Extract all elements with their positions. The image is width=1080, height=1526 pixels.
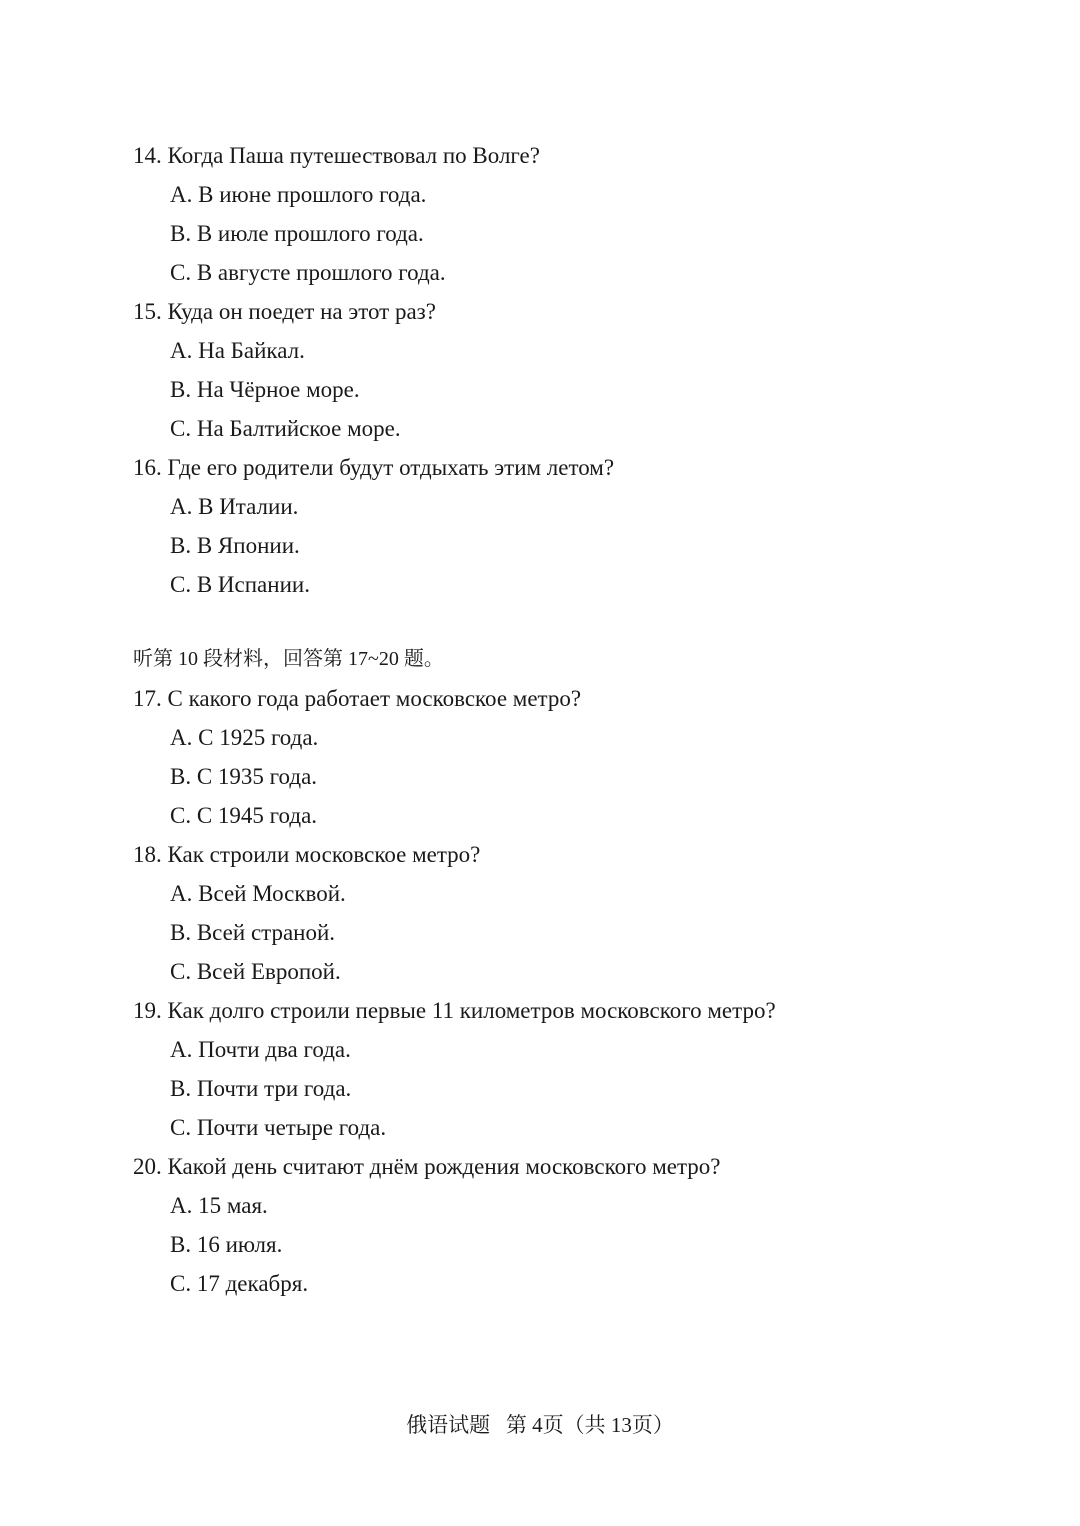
question-16 <box>133 448 1013 487</box>
question-text: Как строили московское метро? <box>167 842 481 867</box>
question-20 <box>133 1147 1013 1186</box>
option-20-b: B. 16 июля. <box>170 1232 283 1257</box>
option-16-b: B. В Японии. <box>170 533 300 558</box>
question-number: 14. <box>133 143 162 168</box>
section-instruction: 听第 10 段材料，回答第 17~20 题。 <box>133 648 444 670</box>
question-text: Как долго строили первые 11 километров московского метро? <box>167 998 776 1023</box>
option-19-b: B. Почти три года. <box>170 1076 352 1101</box>
option-14-b: B. В июле прошлого года. <box>170 221 424 246</box>
page-footer: 俄语试题 第 4页（共 13页） <box>406 1413 674 1437</box>
question-group-17-20 <box>133 640 1013 1303</box>
option-19-c: C. Почти четыре года. <box>170 1115 387 1140</box>
question-text: Где его родители будут отдыхать этим летом? <box>167 455 615 480</box>
option-14-c: C. В августе прошлого года. <box>170 260 446 285</box>
question-17 <box>133 679 1013 718</box>
question-group-14-16 <box>133 136 1013 604</box>
question-text: Какой день считают днём рождения московского метро? <box>167 1154 721 1179</box>
option-17-a: A. С 1925 года. <box>170 725 319 750</box>
option-18-b: B. Всей страной. <box>170 920 336 945</box>
question-number: 18. <box>133 842 162 867</box>
question-number: 16. <box>133 455 162 480</box>
question-number: 19. <box>133 998 162 1023</box>
option-15-a: A. На Байкал. <box>170 338 305 363</box>
option-15-c: C. На Балтийское море. <box>170 416 401 441</box>
question-18 <box>133 835 1013 874</box>
question-text: Куда он поедет на этот раз? <box>167 299 436 324</box>
question-number: 15. <box>133 299 162 324</box>
question-text: Когда Паша путешествовал по Волге? <box>167 143 540 168</box>
question-number: 17. <box>133 686 162 711</box>
option-15-b: B. На Чёрное море. <box>170 377 360 402</box>
question-text: С какого года работает московское метро? <box>167 686 582 711</box>
option-18-a: A. Всей Москвой. <box>170 881 346 906</box>
option-20-c: C. 17 декабря. <box>170 1271 309 1296</box>
question-14 <box>133 136 1013 175</box>
option-17-b: B. С 1935 года. <box>170 764 318 789</box>
option-16-c: C. В Испании. <box>170 572 310 597</box>
option-18-c: C. Всей Европой. <box>170 959 341 984</box>
question-19 <box>133 991 1013 1030</box>
question-number: 20. <box>133 1154 162 1179</box>
option-14-a: A. В июне прошлого года. <box>170 182 427 207</box>
option-19-a: A. Почти два года. <box>170 1037 351 1062</box>
option-20-a: A. 15 мая. <box>170 1193 268 1218</box>
question-15 <box>133 292 1013 331</box>
option-17-c: C. С 1945 года. <box>170 803 318 828</box>
option-16-a: A. В Италии. <box>170 494 299 519</box>
